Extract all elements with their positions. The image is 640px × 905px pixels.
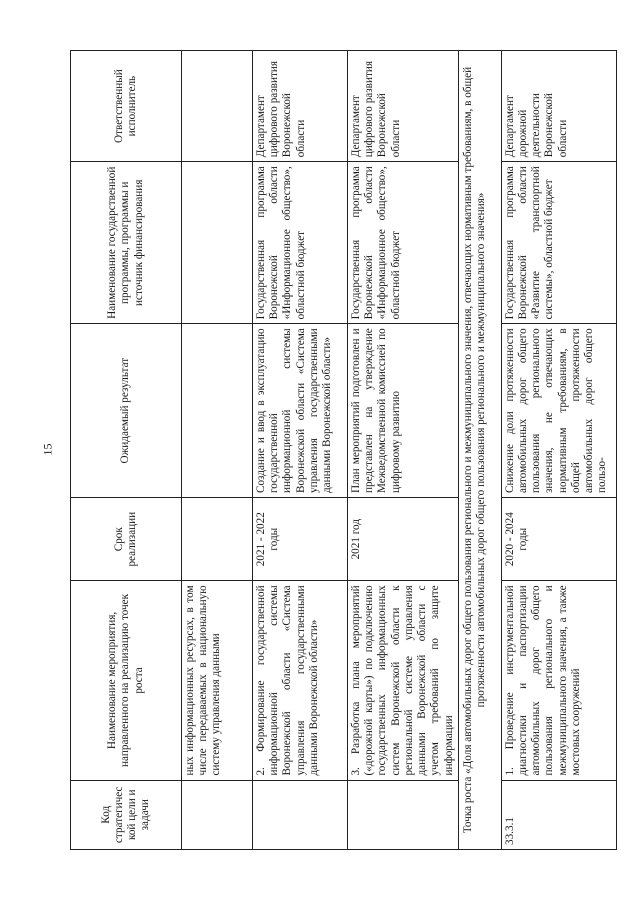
cell-program [182,162,253,324]
cell-term: 2020 - 2024 годы [501,498,616,581]
table-row [348,51,459,850]
cell-executor: Департамент цифрового развития Воронежской области [348,51,459,162]
cell-name: 1. Проведение инструментальной диагностики и паспортизации автомобильных дорог общего пользования регионального и межмуниципального значения, а также мостовых сооружений [501,581,616,780]
cell-term: 2021 год [348,498,459,581]
header-executor: Ответственный исполнитель [71,51,182,162]
cell-code [182,780,253,849]
cell-term: 2021 - 2022 годы [253,498,348,581]
cell-program: Государственная программа Воронежской области «Информационное общество», областной бюджет [253,162,348,324]
table-row [501,51,616,850]
header-name: Наименование мероприятия, направленного на реализацию точек роста [71,581,182,780]
table-row [182,51,253,850]
cell-result: План мероприятий подготовлен и представлен на утверждение Межведомственной комиссией по цифровому развитию [348,324,459,498]
cell-executor: Департамент цифрового развития Воронежской области [253,51,348,162]
section-title: Точка роста «Доля автомобильных дорог общего пользования регионального и межмуниципального значения, отвечающих нормативным требованиям, в общей протяженности автомобильных дорог общего пользования регионального и межмуниципального значения» [458,51,501,850]
cell-executor [182,51,253,162]
cell-result: Снижение доли протяженности автомобильных дорог общего пользования регионального значения, не отвечающих нормативным требованиям, в общей протяженности автомобильных дорог общего пользо- [501,324,616,498]
cell-executor: Департамент дорожной деятельности Воронежской области [501,51,616,162]
header-program: Наименование государственной программы, программы и источник финансирования [71,162,182,324]
rotated-page-content [70,50,609,850]
cell-program: Государственная программа Воронежской области «Информационное общество», областной бюджет [348,162,459,324]
cell-code [348,780,459,849]
cell-program: Государственная программа Воронежской области «Развитие транспортной системы», областной бюджет [501,162,616,324]
cell-result [182,324,253,498]
section-row [458,51,501,850]
cell-code [253,780,348,849]
cell-name: ных информационных ресурсах, в том числе передаваемых в национальную систему управления данными [182,581,253,780]
header-code: Код стратегической цели и задачи [71,780,182,849]
cell-result: Создание и ввод в эксплуатацию государственной информационной системы Воронежской области «Система управления государственными данными Воронежской области» [253,324,348,498]
page-number: 15 [40,443,55,456]
cell-term [182,498,253,581]
measures-table [70,50,617,850]
cell-name: 2. Формирование государственной информационной системы Воронежской области «Система управления государственными данными Воронежской области» [253,581,348,780]
header-term: Срок реализации [71,498,182,581]
table-row [253,51,348,850]
table-header-row [71,51,182,850]
cell-code: 33.3.1 [501,780,616,849]
cell-name: 3. Разработка плана мероприятий («дорожной карты») по подключению государственных информационных систем Воронежской области к региональной системе управления данными Воронежской области с учетом требований по защите информации [348,581,459,780]
header-result: Ожидаемый результат [71,324,182,498]
